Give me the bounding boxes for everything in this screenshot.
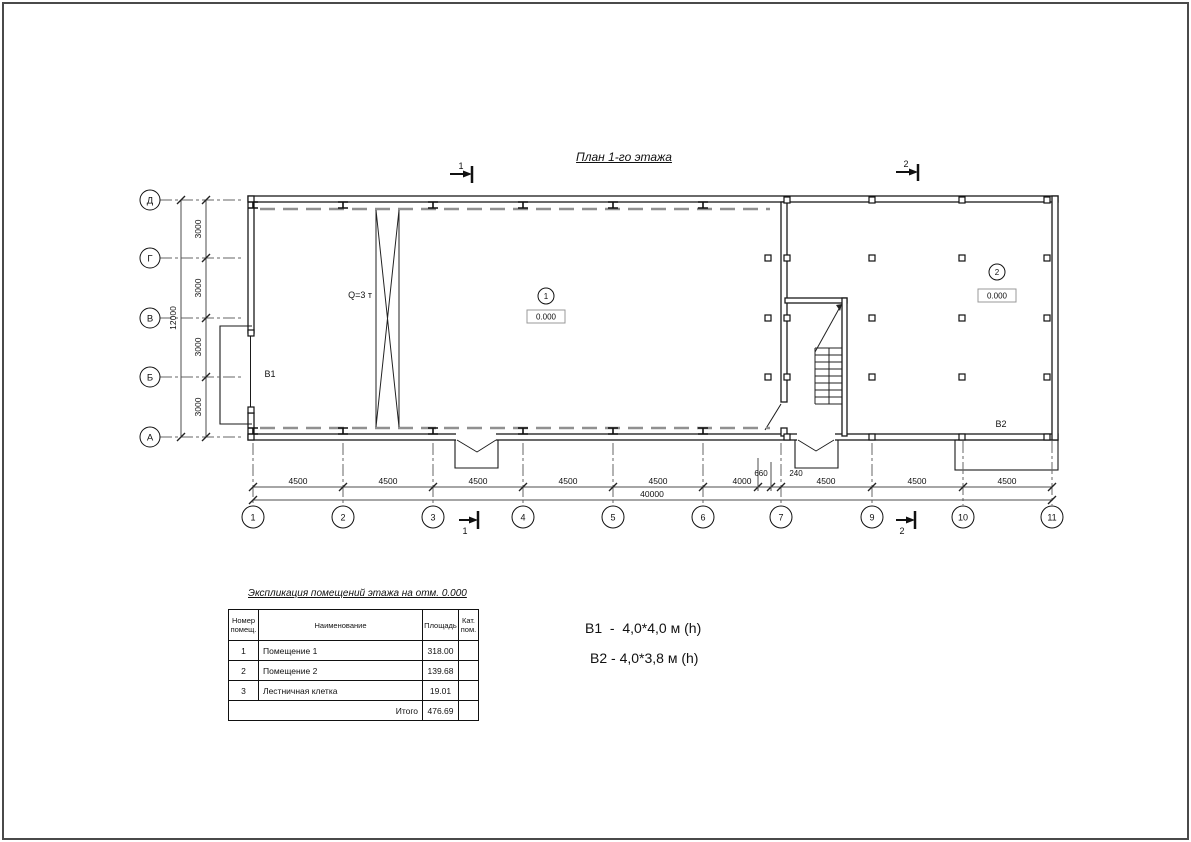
h-dim-label: 4500 <box>378 476 398 486</box>
door-leaves-a <box>457 440 496 452</box>
svg-text:2: 2 <box>903 159 909 169</box>
svg-text:9: 9 <box>869 512 875 523</box>
door-leaves-b <box>798 440 834 451</box>
svg-text:Б: Б <box>146 372 154 384</box>
header-num: Номер помещ. <box>229 610 259 641</box>
svg-text:А: А <box>146 432 154 444</box>
note-b1: В1 - 4,0*4,0 м (h) <box>585 620 702 636</box>
room-schedule-title: Экспликация помещений этажа на отм. 0.000 <box>248 588 467 599</box>
svg-text:2: 2 <box>899 526 905 536</box>
v-dim-label: 3000 <box>193 397 203 417</box>
v-dim-label: 3000 <box>193 219 203 239</box>
stair-cut-line <box>815 307 840 352</box>
drawing-title: План 1-го этажа <box>576 150 672 164</box>
h-dim-label: 4500 <box>816 476 836 486</box>
dock-platform <box>955 440 1058 470</box>
cell-num: 3 <box>229 681 259 701</box>
room1-number: 1 <box>543 292 549 301</box>
axis-lines <box>160 200 1052 505</box>
partition-door-swing <box>765 404 781 430</box>
left-wall-upper <box>248 196 254 333</box>
ibeam-columns-top <box>248 202 708 208</box>
stair-treads <box>815 348 842 404</box>
crane-capacity-label: Q=3 т <box>348 290 372 300</box>
dimension-labels <box>168 219 1017 499</box>
cell-cat <box>459 641 479 661</box>
h-dim-label: 4500 <box>997 476 1017 486</box>
section-marks <box>450 159 918 536</box>
room2-number: 2 <box>994 268 1000 277</box>
svg-text:7: 7 <box>778 512 784 523</box>
room-marks <box>264 264 1016 429</box>
section-mark-2-bottom <box>896 511 915 536</box>
stair-top-wall <box>785 298 847 303</box>
note-b2: В2 - 4,0*3,8 м (h) <box>590 650 699 666</box>
v-dim-label: 3000 <box>193 337 203 357</box>
header-cat: Кат. пом. <box>459 610 479 641</box>
h-dim-total-label: 40000 <box>640 489 664 499</box>
cell-name: Помещение 2 <box>259 661 423 681</box>
column-axis-labels <box>250 513 1056 523</box>
h-dim-label-small: 240 <box>789 469 803 478</box>
cell-area: 318.00 <box>423 641 459 661</box>
svg-text:11: 11 <box>1047 512 1057 523</box>
svg-text:Д: Д <box>146 195 154 207</box>
cell-name: Помещение 1 <box>259 641 423 661</box>
header-area: Площадь <box>423 610 459 641</box>
h-dim-label: 4500 <box>558 476 578 486</box>
bottom-wall <box>248 434 1058 440</box>
header-name: Наименование <box>259 610 423 641</box>
cell-cat <box>459 681 479 701</box>
cell-cat <box>459 661 479 681</box>
svg-text:1: 1 <box>250 512 256 523</box>
column-axis-bubbles <box>242 506 1063 528</box>
staircase <box>815 304 842 404</box>
vestibule-a <box>455 440 498 468</box>
stair-direction-arrow <box>836 304 842 311</box>
v-dim-label: 3000 <box>193 278 203 298</box>
h-dim-label: 4500 <box>907 476 927 486</box>
svg-text:2: 2 <box>340 512 346 523</box>
table-header-row <box>229 610 479 641</box>
dimensions <box>177 196 1056 504</box>
table-row <box>229 681 479 701</box>
crane-runway <box>260 209 770 428</box>
row-axis-labels <box>147 196 154 444</box>
svg-text:4: 4 <box>520 512 526 523</box>
total-cat <box>459 701 479 721</box>
table-total-row <box>229 701 479 721</box>
vent-label-b1: В1 <box>264 369 276 379</box>
section-mark-1-bottom <box>459 511 478 536</box>
svg-text:10: 10 <box>957 512 969 523</box>
cell-area: 19.01 <box>423 681 459 701</box>
cell-name: Лестничная клетка <box>259 681 423 701</box>
h-dim-label-small: 660 <box>754 469 768 478</box>
h-dim-label: 4000 <box>732 476 752 486</box>
concrete-columns-grid <box>248 197 1050 440</box>
cell-num: 2 <box>229 661 259 681</box>
table-row <box>229 641 479 661</box>
door-opening-a <box>456 433 496 441</box>
vent-label-b2: В2 <box>995 419 1007 429</box>
vestibule-b <box>795 440 838 468</box>
total-label: Итого <box>229 701 423 721</box>
room-schedule-table <box>228 609 479 721</box>
left-wall-lower <box>248 413 254 440</box>
stair-right-wall <box>842 298 847 436</box>
section-mark-1-top <box>450 161 472 183</box>
steel-columns-ibeam <box>248 202 708 434</box>
total-area: 476.69 <box>423 701 459 721</box>
right-wall <box>1052 196 1058 440</box>
svg-text:В: В <box>146 313 154 325</box>
door-opening-b <box>797 433 835 441</box>
room1-level: 0.000 <box>535 312 557 322</box>
room-schedule <box>228 588 479 721</box>
svg-text:5: 5 <box>610 512 616 523</box>
section-mark-2-top <box>896 159 918 181</box>
v-dim-total-label: 12000 <box>168 306 178 330</box>
cell-num: 1 <box>229 641 259 661</box>
table-row <box>229 661 479 681</box>
cell-area: 139.68 <box>423 661 459 681</box>
svg-text:3: 3 <box>430 512 436 523</box>
svg-text:Г: Г <box>147 253 153 265</box>
svg-text:1: 1 <box>458 161 464 171</box>
svg-text:6: 6 <box>700 512 706 523</box>
cross-brace <box>376 210 399 427</box>
h-dim-label: 4500 <box>468 476 488 486</box>
svg-text:1: 1 <box>462 526 468 536</box>
room2-level: 0.000 <box>986 291 1008 301</box>
h-dim-label: 4500 <box>288 476 308 486</box>
west-annex <box>220 326 252 424</box>
top-wall <box>248 196 1058 202</box>
h-dim-label: 4500 <box>648 476 668 486</box>
